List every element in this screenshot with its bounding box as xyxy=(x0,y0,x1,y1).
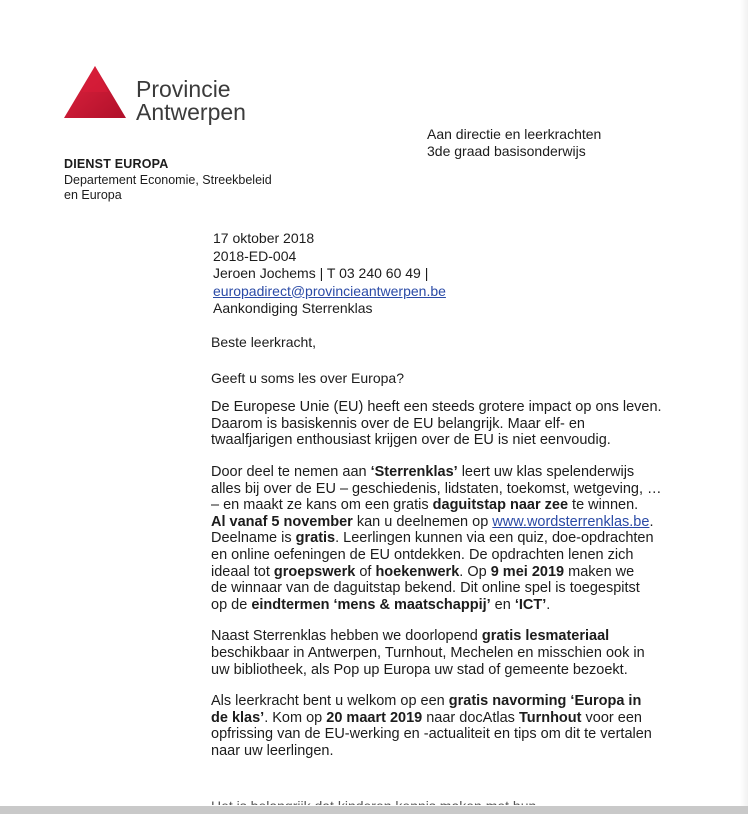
logo-line-2: Antwerpen xyxy=(136,99,246,125)
triangle-logo-icon xyxy=(64,66,126,120)
p2-bold: hoekenwerk xyxy=(375,563,460,580)
kenmerk-value: 2018-ED-004 xyxy=(213,247,297,264)
p2-text: de winnaar van de daguitstap bekend. Dit online spel is toegespitst xyxy=(211,580,640,597)
website-link[interactable]: www.wordsterrenklas.be xyxy=(492,513,650,530)
p2-bold: ‘ICT’ xyxy=(514,596,547,613)
p4-text: Als leerkracht bent u welkom op een xyxy=(211,693,449,710)
p2-text: Deelname is xyxy=(211,530,296,547)
salutation: Beste leerkracht, xyxy=(211,334,317,350)
p4-bold: gratis navorming ‘Europa in xyxy=(448,693,642,710)
p2-text: Door deel te nemen aan xyxy=(211,463,371,480)
onderwerp-value: Aankondiging Sterrenklas xyxy=(213,300,373,316)
question: Geeft u soms les over Europa? xyxy=(211,369,404,386)
p2-text: op de xyxy=(211,596,252,613)
p3-bold: gratis lesmateriaal xyxy=(481,628,610,645)
email-link[interactable]: europadirect@provincieantwerpen.be xyxy=(213,282,446,299)
p2-text: of xyxy=(355,563,376,580)
p2-text: en xyxy=(490,596,515,613)
p2-text: te winnen. xyxy=(568,497,639,514)
logo-wordmark xyxy=(136,78,246,124)
p2-bold: ‘Sterrenklas’ xyxy=(370,463,458,480)
p2-bold: eindtermen ‘mens & maatschappij’ xyxy=(251,596,491,613)
p2-text: leert uw klas spelenderwijs xyxy=(457,463,635,480)
paragraph-1 xyxy=(211,399,691,449)
p1-line-3: twaalfjarigen enthousiast krijgen over de EU is niet eenvoudig. xyxy=(211,432,611,449)
p2-text: – en maakt ze kans om een gratis xyxy=(211,497,433,514)
department-block xyxy=(64,157,272,204)
p4-bold: Turnhout xyxy=(518,709,582,726)
p2-text: . Op xyxy=(459,563,491,580)
p4-text: voor een xyxy=(581,709,642,726)
p4-text: . Kom op xyxy=(264,709,327,726)
provincie-antwerpen-logo-mark xyxy=(64,66,126,125)
p3-text: Naast Sterrenklas hebben we doorlopend xyxy=(211,628,482,645)
p2-text: . xyxy=(649,513,654,530)
paragraph-2 xyxy=(211,464,691,613)
p3-text: beschikbaar in Antwerpen, Turnhout, Mechelen en misschien ook in xyxy=(211,644,645,661)
addressee-block xyxy=(427,126,601,160)
p2-bold: groepswerk xyxy=(273,563,356,580)
department-name: DIENST EUROPA xyxy=(64,157,169,171)
p2-text: kan u deelnemen op xyxy=(352,513,493,530)
department-line-2: en Europa xyxy=(64,188,122,202)
scan-bottom-bar xyxy=(0,806,748,814)
p2-bold: daguitstap naar zee xyxy=(432,497,569,514)
p2-text: . Leerlingen kunnen via een quiz, doe-opdrachten xyxy=(335,530,654,547)
p4-text: opfrissing van de EU-werking en -actualiteit en tips om dit te vertalen xyxy=(211,726,652,743)
p2-text: maken we xyxy=(564,563,635,580)
p2-text: en online oefeningen de EU ontdekken. De opdrachten lenen zich xyxy=(211,546,634,563)
p4-text: naar docAtlas xyxy=(422,709,519,726)
p4-text: naar uw leerlingen. xyxy=(211,742,334,759)
p4-bold: de klas’ xyxy=(211,709,265,726)
paragraph-4 xyxy=(211,693,691,759)
p2-bold: Al vanaf 5 november xyxy=(211,513,353,530)
letter-body xyxy=(211,334,691,774)
p2-bold: gratis xyxy=(295,530,336,547)
department-line-1: Departement Economie, Streekbeleid xyxy=(64,172,272,187)
scan-edge xyxy=(740,0,748,806)
addressee-line-1: Aan directie en leerkrachten xyxy=(427,126,602,142)
p4-bold: 20 maart 2019 xyxy=(326,709,423,726)
p2-text: ideaal tot xyxy=(211,563,274,580)
logo-line-1: Provincie xyxy=(136,76,231,102)
addressee-line-2: 3de graad basisonderwijs xyxy=(427,143,586,159)
p3-text: uw bibliotheek, als Pop up Europa uw stad of gemeente bezoekt. xyxy=(211,661,628,678)
p2-bold: 9 mei 2019 xyxy=(490,563,565,580)
paragraph-3 xyxy=(211,628,691,678)
p2-text: alles bij over de EU – geschiedenis, lidstaten, toekomst, wetgeving, … xyxy=(211,480,662,497)
p1-line-2: Daarom is basiskennis over de EU belangrijk. Maar elf- en xyxy=(211,415,585,432)
contact-value: Jeroen Jochems | T 03 240 60 49 | xyxy=(213,265,429,281)
datum-value: 17 oktober 2018 xyxy=(213,230,315,246)
p2-text: . xyxy=(546,596,551,613)
p1-line-1: De Europese Unie (EU) heeft een steeds grotere impact op ons leven. xyxy=(211,399,662,416)
